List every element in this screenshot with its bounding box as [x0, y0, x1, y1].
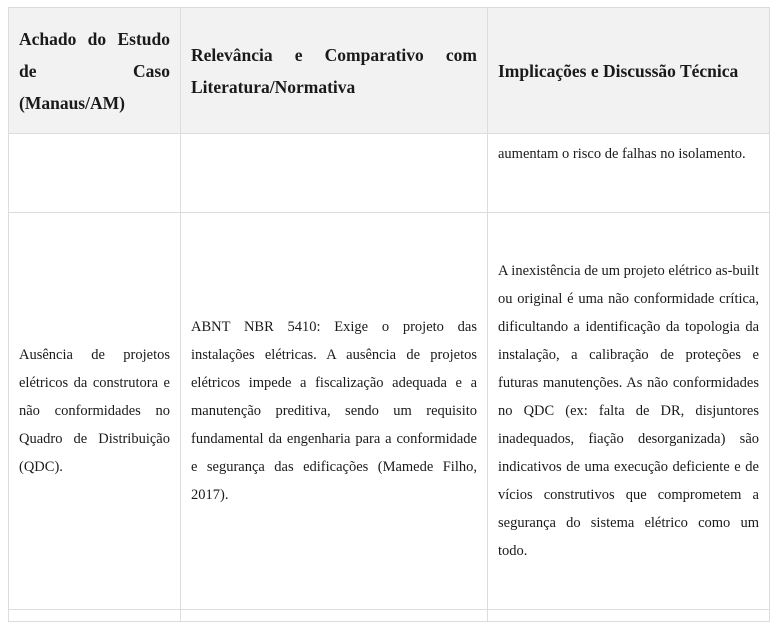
header-finding: Achado do Estudo de Caso (Manaus/AM) — [9, 8, 181, 134]
cell-finding — [9, 134, 181, 213]
cell-implications: aumentam o risco de falhas no isolamento. — [488, 134, 770, 213]
header-row — [9, 8, 770, 134]
findings-table — [8, 7, 770, 622]
table-row — [9, 134, 770, 213]
cell-relevance — [181, 134, 488, 213]
cell-relevance: ABNT NBR 5410: Exige o projeto das instalações elétricas. A ausência de projetos elétricos impede a fiscalização adequada e a manutenção preditiva, sendo um requisito fundamental da engenharia para a conformidade e segurança das edificações (Mamede Filho, 2017). — [181, 213, 488, 610]
cell-finding: Ausência de projetos elétricos da construtora e não conformidades no Quadro de Distribuição (QDC). — [9, 213, 181, 610]
header-implications: Implicações e Discussão Técnica — [488, 8, 770, 134]
table-row — [9, 213, 770, 610]
cell-implications: A inexistência de um projeto elétrico as-built ou original é uma não conformidade crítica, dificultando a identificação da topologia da instalação, a calibração de proteções e futuras manutenções. As não conformidades no QDC (ex: falta de DR, disjuntores inadequados, fiação desorganizada) são indicativos de uma execução deficiente e de vícios construtivos que comprometem a segurança do sistema elétrico como um todo. — [488, 213, 770, 610]
header-relevance: Relevância e Comparativo com Literatura/Normativa — [181, 8, 488, 134]
